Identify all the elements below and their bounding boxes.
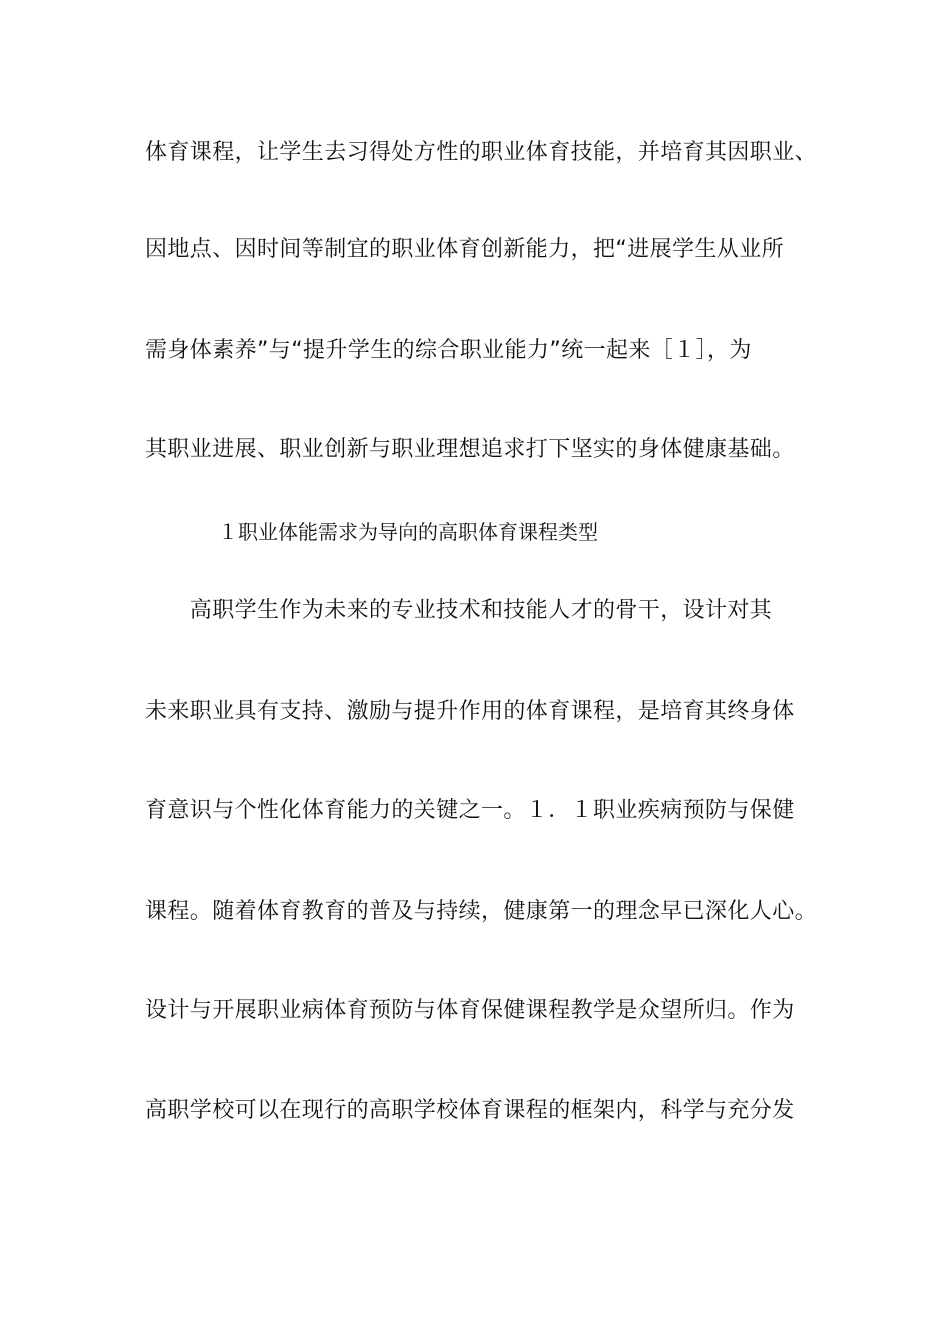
text-line: 设计与开展职业病体育预防与体育保健课程教学是众望所归。作为 — [145, 998, 795, 1023]
text-line: 体育课程，让学生去习得处方性的职业体育技能，并培育其因职业、 — [145, 140, 818, 165]
text-line: 课程。随着体育教育的普及与持续，健康第一的理念早已深化人心。 — [145, 899, 818, 924]
text-line: 高职学校可以在现行的高职学校体育课程的框架内，科学与充分发 — [145, 1098, 795, 1123]
text-line: 其职业进展、职业创新与职业理想追求打下坚实的身体健康基础。 — [145, 437, 795, 462]
section-heading: １职业体能需求为导向的高职体育课程类型 — [218, 520, 598, 544]
text-line: 育意识与个性化体育能力的关键之一。１．１职业疾病预防与保健 — [145, 798, 795, 823]
text-line: 需身体素养”与“提升学生的综合职业能力”统一起来［１］，为 — [145, 338, 752, 363]
text-line: 未来职业具有支持、激励与提升作用的体育课程，是培育其终身体 — [145, 699, 795, 724]
text-line: 因地点、因时间等制宜的职业体育创新能力，把“进展学生从业所 — [145, 237, 784, 262]
text-line: 高职学生作为未来的专业技术和技能人才的骨干，设计对其 — [145, 598, 773, 623]
